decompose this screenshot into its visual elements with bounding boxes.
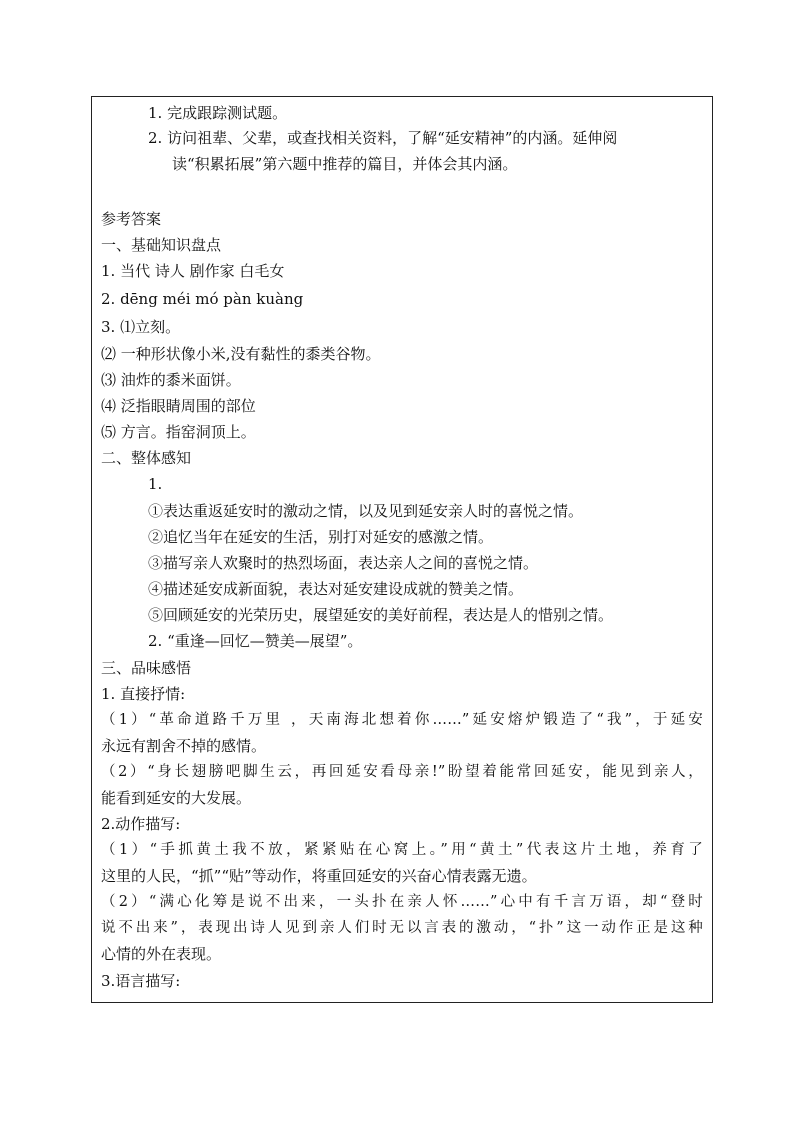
- homework-item-2-line-1: 2. 访问祖辈、父辈，或查找相关资料，了解“延安精神”的内涵。延伸阅: [148, 129, 618, 147]
- part2-stanza-5: ⑤回顾延安的光荣历史，展望延安的美好前程，表达是人的惜别之情。: [148, 606, 614, 624]
- part1-q3-5: ⑸ 方言。指窑洞顶上。: [101, 423, 256, 441]
- part3-sub3-heading: 3.语言描写:: [101, 972, 181, 990]
- part3-sub1-heading: 1. 直接抒情:: [101, 685, 186, 703]
- part3-sub2-a-line-2: 这里的人民，“抓”“贴”等动作，将重回延安的兴奋心情表露无遗。: [101, 867, 537, 885]
- part3-sub1-a-line-2: 永远有割舍不掉的感情。: [101, 737, 267, 755]
- part1-q1: 1. 当代 诗人 剧作家 白毛女: [101, 262, 285, 280]
- part2-stanza-3: ③描写亲人欢聚时的热烈场面，表达亲人之间的喜悦之情。: [148, 554, 539, 572]
- homework-answer-table-cell: [91, 96, 713, 1003]
- part3-sub2-b-line-3: 心情的外在表现。: [101, 945, 222, 963]
- part1-q3-1: 3. ⑴立刻。: [101, 318, 181, 336]
- part2-number-1: 1.: [148, 475, 163, 493]
- part1-q3-4: ⑷ 泛指眼睛周围的部位: [101, 397, 256, 415]
- part3-sub2-b-line-1: （2）“满心化筹是说不出来，一头扑在亲人怀……”心中有千言万语，却“登时: [101, 894, 703, 910]
- part3-sub2-b-line-2: 说不出来”，表现出诗人见到亲人们时无以言表的激动，“扑”这一动作正是这种: [101, 920, 703, 936]
- homework-item-1: 1. 完成跟踪测试题。: [148, 104, 288, 122]
- part1-q2-pinyin: 2. dēng méi mó pàn kuàng: [101, 290, 304, 308]
- answers-title: 参考答案: [101, 210, 162, 228]
- part3-heading: 三、品味感悟: [101, 659, 192, 677]
- homework-item-2-line-2: 读“积累拓展”第六题中推荐的篇目，并体会其内涵。: [172, 155, 518, 173]
- part2-heading: 二、整体感知: [101, 449, 192, 467]
- part3-sub2-heading: 2.动作描写:: [101, 815, 181, 833]
- part2-stanza-4: ④描述延安成新面貌，表达对延安建设成就的赞美之情。: [148, 580, 524, 598]
- part3-sub2-a-line-1: （1）“手抓黄土我不放，紧紧贴在心窝上。”用“黄土”代表这片土地，养育了: [101, 842, 703, 858]
- part3-sub1-b-line-1: （2）“身长翅膀吧脚生云，再回延安看母亲!”盼望着能常回延安，能见到亲人，: [101, 764, 703, 780]
- part1-heading: 一、基础知识盘点: [101, 236, 222, 254]
- part2-stanza-1: ①表达重返延安时的激动之情，以及见到延安亲人时的喜悦之情。: [148, 502, 584, 520]
- part1-q3-3: ⑶ 油炸的黍米面饼。: [101, 371, 241, 389]
- part2-number-2: 2. “重逢—回忆—赞美—展望”。: [148, 632, 363, 650]
- part3-sub1-b-line-2: 能看到延安的大发展。: [101, 789, 252, 807]
- part3-sub1-a-line-1: （1）“革命道路千万里 ，天南海北想着你……”延安熔炉锻造了“我”，于延安: [101, 712, 703, 728]
- part1-q3-2: ⑵ 一种形状像小米,没有黏性的黍类谷物。: [101, 345, 381, 363]
- part2-stanza-2: ②追忆当年在延安的生活，别打对延安的感激之情。: [148, 528, 494, 546]
